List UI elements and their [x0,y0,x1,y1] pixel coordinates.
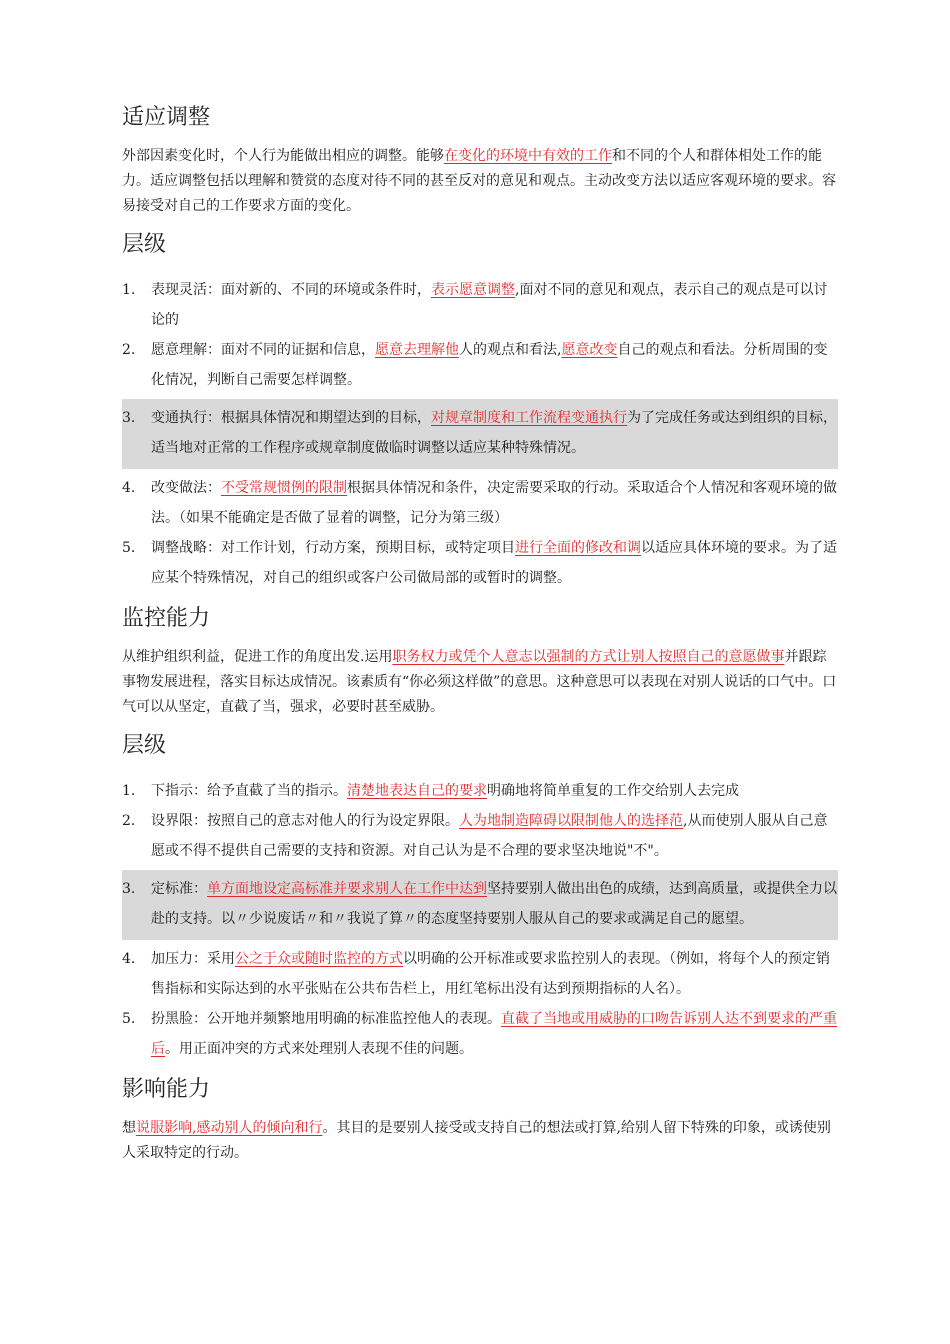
text-run: 并跟踪事物发展进程，落实目标达成情况。该素质有“你必须这样做”的意思。这种意思可以表现在对别人说话的口气中。口气可以从坚定，直截了当，强求，必要时甚至威胁。 [122,649,837,715]
text-run: 外部因素变化时，个人行为能做出相应的调整。能够 [122,148,444,164]
text-run: 变通执行：根据具体情况和期望达到的目标， [151,410,431,426]
text-run: 为了完成任务或达到组织的目标，适当地对正常的工作程序或规章制度做临时调整以适应某种特殊情况。 [151,410,837,456]
text-run: 。用正面冲突的方式来处理别人表现不佳的问题。 [165,1041,473,1057]
list-item-number: 3. [122,410,136,426]
list-item-number: 2. [122,813,136,829]
highlighted-text: 人为地制造障碍以限制他人的选择范 [459,813,683,829]
list-item-number: 4. [122,480,136,496]
list-item [122,776,838,806]
text-run: 调整战略：对工作计划，行动方案，预期目标，或特定项目 [151,540,515,556]
text-run: 人的观点和看法, [459,342,562,358]
text-run: 根据具体情况和条件，决定需要采取的行动。采取适合个人情况和客观环境的做法。（如果不能确定是否做了显着的调整，记分为第三级） [151,480,837,526]
highlighted-text: 公之于众或随时监控的方式 [235,951,403,967]
highlighted-text: 在变化的环境中有效的工作 [444,148,612,164]
list-item [122,870,838,940]
list-item [122,275,838,335]
text-run: 从维护组织利益，促进工作的角度出发.运用 [122,649,393,665]
section-title: 监控能力 [122,606,211,631]
text-run: 改变做法： [151,480,221,496]
text-run: 扮黑脸：公开地并频繁地用明确的标准监控他人的表现。 [151,1011,501,1027]
list-item-number: 1. [122,282,136,298]
section-intro [122,144,838,219]
list-item [122,399,838,469]
highlighted-text: 不受常规惯例的限制 [221,480,347,496]
text-run: 定标准： [151,881,207,897]
highlighted-text: 表示愿意调整 [431,282,515,298]
list-item [122,944,838,1004]
text-run: 表现灵活：面对新的、不同的环境或条件时， [151,282,431,298]
highlighted-text: 职务权力或凭个人意志以强制的方式让别人按照自己的意愿做事 [392,649,785,665]
highlighted-text: 愿意去理解他 [375,342,459,358]
section-intro [122,645,838,720]
text-run: 明确地将简单重复的工作交给别人去完成 [487,783,739,799]
list-item-number: 4. [122,951,136,967]
section-intro [122,1116,838,1166]
list-item-number: 3. [122,881,136,897]
document-content [122,98,838,1166]
highlighted-text: 愿意改变 [561,342,618,358]
text-run: ,从而使别人服从自己意愿或不得不提供自己需要的支持和资源。对自己认为是不合理的要求坚决地说"不"。 [151,813,828,859]
text-run: 想 [122,1120,136,1136]
list-item [122,473,838,533]
highlighted-text: 对规章制度和工作流程变通执行 [431,410,627,426]
highlighted-text: 单方面地设定高标准并要求别人在工作中达到 [207,881,487,897]
list-item [122,533,838,593]
levels-list [122,776,838,1064]
list-item [122,806,838,866]
text-run: 。其目的是要别人接受或支持自己的想法或打算,给别人留下特殊的印象，或诱使别人采取特定的行动。 [122,1120,831,1161]
text-run: 愿意理解：面对不同的证据和信息， [151,342,375,358]
levels-title: 层级 [122,232,167,257]
text-run: 设界限：按照自己的意志对他人的行为设定界限。 [151,813,459,829]
text-run: ,面对不同的意见和观点，表示自己的观点是可以讨论的 [151,282,828,328]
highlighted-text: 进行全面的修改和调 [515,540,641,556]
text-run: 自己的观点和看法。分析周围的变化情况，判断自己需要怎样调整。 [151,342,828,388]
text-run: 加压力：采用 [151,951,235,967]
list-item [122,1004,838,1064]
text-run: 坚持要别人做出出色的成绩，达到高质量，或提供全力以赴的支持。以〃少说废话〃和〃我说了算〃的态度坚持要别人服从自己的要求或满足自己的愿望。 [151,881,837,927]
list-item-number: 1. [122,783,136,799]
list-item-number: 2. [122,342,136,358]
text-run: 以明确的公开标准或要求监控别人的表现。（例如，将每个人的预定销售指标和实际达到的水平张贴在公共布告栏上，用红笔标出没有达到预期指标的人名）。 [151,951,830,997]
text-run: 和不同的个人和群体相处工作的能力。适应调整包括以理解和赞赏的态度对待不同的甚至反对的意见和观点。主动改变方法以适应客观环境的要求。容易接受对自己的工作要求方面的变化。 [122,148,836,214]
list-item-number: 5. [122,540,136,556]
text-run: 以适应具体环境的要求。为了适应某个特殊情况，对自己的组织或客户公司做局部的或暂时的调整。 [151,540,837,586]
highlighted-text: 直截了当地或用威胁的口吻告诉别人达不到要求的严重后 [151,1011,837,1057]
highlighted-text: 清楚地表达自己的要求 [347,783,487,799]
levels-list [122,275,838,593]
text-run: 下指示：给予直截了当的指示。 [151,783,347,799]
list-item-number: 5. [122,1011,136,1027]
highlighted-text: 说服影响,感动别人的倾向和行 [136,1120,323,1136]
levels-title: 层级 [122,733,167,758]
list-item [122,335,838,395]
section-title: 适应调整 [122,105,211,130]
section-title: 影响能力 [122,1077,211,1102]
